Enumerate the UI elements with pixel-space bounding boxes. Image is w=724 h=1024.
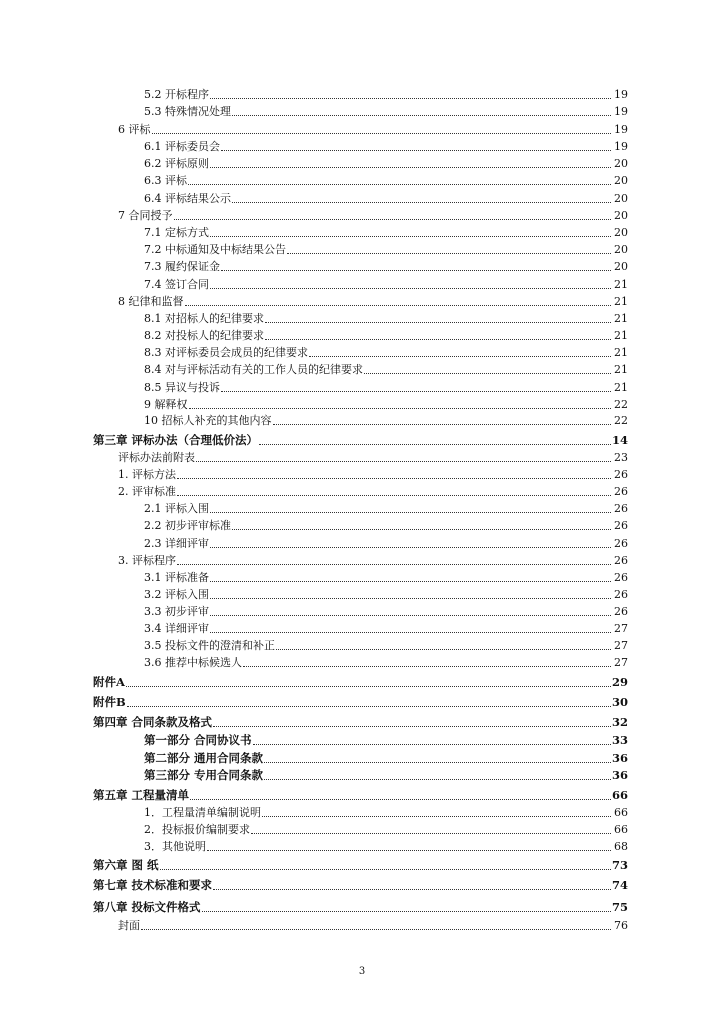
toc-entry-label: 7.1 定标方式 [144, 226, 209, 239]
toc-entry-page: 68 [614, 840, 628, 853]
toc-entry-label: 附件B [93, 695, 126, 709]
dot-leader [152, 121, 612, 134]
toc-entry[interactable] [0, 732, 724, 749]
toc-entry-page: 20 [614, 226, 628, 239]
toc-entry[interactable] [0, 379, 724, 396]
dot-leader [177, 552, 611, 565]
toc-entry[interactable] [0, 654, 724, 671]
toc-entry-label: 第一部分 合同协议书 [144, 733, 252, 747]
toc-entry[interactable] [0, 917, 724, 934]
toc-entry[interactable] [0, 899, 724, 916]
dot-leader [185, 293, 612, 306]
toc-entry[interactable] [0, 344, 724, 361]
toc-entry-label: 2．投标报价编制要求 [144, 823, 250, 836]
toc-entry-label: 第二部分 通用合同条款 [144, 751, 264, 765]
toc-entry-page: 21 [614, 381, 628, 394]
toc-entry[interactable] [0, 276, 724, 293]
toc-entry-label: 第五章 工程量清单 [93, 788, 190, 802]
toc-entry-label: 9 解释权 [144, 398, 188, 411]
toc-entry-label: 3. 评标程序 [118, 554, 176, 567]
toc-entry[interactable] [0, 396, 724, 413]
toc-entry-page: 30 [612, 695, 629, 709]
toc-entry[interactable] [0, 857, 724, 874]
dot-leader [160, 857, 611, 870]
toc-entry-label: 6.4 评标结果公示 [144, 192, 231, 205]
toc-entry-label: 8.3 对评标委员会成员的纪律要求 [144, 346, 308, 359]
toc-entry[interactable] [0, 207, 724, 224]
toc-entry-label: 第三章 评标办法（合理低价法） [93, 433, 259, 447]
toc-entry-label: 8.2 对投标人的纪律要求 [144, 329, 264, 342]
toc-entry-page: 26 [614, 468, 628, 481]
toc-entry[interactable] [0, 603, 724, 620]
toc-entry[interactable] [0, 138, 724, 155]
toc-entry-page: 22 [614, 414, 628, 427]
dot-leader [287, 241, 611, 254]
dot-leader [232, 103, 611, 116]
toc-entry[interactable] [0, 804, 724, 821]
toc-entry[interactable] [0, 877, 724, 894]
dot-leader [259, 432, 611, 445]
toc-entry-page: 19 [614, 140, 628, 153]
toc-entry-page: 74 [612, 878, 629, 892]
toc-entry-page: 20 [614, 209, 628, 222]
toc-entry-page: 21 [614, 363, 628, 376]
toc-entry-label: 8.4 对与评标活动有关的工作人员的纪律要求 [144, 363, 363, 376]
dot-leader [221, 258, 611, 271]
toc-entry-page: 20 [614, 192, 628, 205]
toc-entry-label: 2.1 评标入围 [144, 502, 209, 515]
toc-entry-label: 5.3 特殊情况处理 [144, 105, 231, 118]
toc-entry-page: 76 [614, 919, 628, 932]
dot-leader [188, 172, 611, 185]
toc-entry[interactable] [0, 361, 724, 378]
dot-leader [232, 517, 611, 530]
toc-entry[interactable] [0, 787, 724, 804]
toc-entry-label: 8.1 对招标人的纪律要求 [144, 312, 264, 325]
dot-leader [251, 821, 611, 834]
toc-entry-label: 6.2 评标原则 [144, 157, 209, 170]
toc-entry-label: 第四章 合同条款及格式 [93, 715, 213, 729]
toc-entry[interactable] [0, 172, 724, 189]
toc-entry[interactable] [0, 466, 724, 483]
toc-entry[interactable] [0, 637, 724, 654]
toc-entry-page: 20 [614, 174, 628, 187]
dot-leader [210, 535, 611, 548]
dot-leader [262, 804, 611, 817]
dot-leader [210, 620, 611, 633]
toc-entry-page: 66 [612, 788, 629, 802]
dot-leader [221, 379, 611, 392]
toc-entry[interactable] [0, 750, 724, 767]
toc-entry-page: 26 [614, 519, 628, 532]
toc-entry-page: 27 [614, 639, 628, 652]
toc-entry-label: 1. 评标方法 [118, 468, 176, 481]
toc-entry-page: 26 [614, 588, 628, 601]
toc-entry-page: 20 [614, 260, 628, 273]
toc-entry-page: 20 [614, 157, 628, 170]
dot-leader [265, 327, 611, 340]
toc-entry-page: 21 [614, 329, 628, 342]
dot-leader [210, 500, 611, 513]
toc-entry[interactable] [0, 694, 724, 711]
toc-entry-label: 3．其他说明 [144, 840, 206, 853]
dot-leader [253, 732, 611, 745]
toc-entry-label: 1．工程量清单编制说明 [144, 806, 261, 819]
toc-entry[interactable] [0, 327, 724, 344]
page-number: 3 [358, 966, 366, 977]
toc-entry-page: 26 [614, 502, 628, 515]
dot-leader [213, 877, 611, 890]
toc-entry-label: 2.3 详细评审 [144, 537, 209, 550]
toc-entry[interactable] [0, 121, 724, 138]
toc-entry-label: 第六章 图 纸 [93, 858, 159, 872]
toc-entry-label: 评标办法前附表 [118, 451, 195, 464]
toc-entry-label: 8 纪律和监督 [118, 295, 184, 308]
toc-entry[interactable] [0, 241, 724, 258]
toc-entry[interactable] [0, 500, 724, 517]
toc-entry-label: 7.3 履约保证金 [144, 260, 220, 273]
toc-entry-page: 32 [612, 715, 629, 729]
toc-entry[interactable] [0, 552, 724, 569]
toc-entry[interactable] [0, 224, 724, 241]
toc-entry-page: 26 [614, 605, 628, 618]
toc-entry[interactable] [0, 838, 724, 855]
toc-entry-page: 27 [614, 622, 628, 635]
toc-entry-label: 6.3 评标 [144, 174, 187, 187]
toc-entry[interactable] [0, 714, 724, 731]
toc-entry[interactable] [0, 432, 724, 449]
toc-entry-label: 8.5 异议与投诉 [144, 381, 220, 394]
toc-entry[interactable] [0, 821, 724, 838]
toc-entry[interactable] [0, 767, 724, 784]
dot-leader [210, 603, 611, 616]
toc-entry-label: 7.2 中标通知及中标结果公告 [144, 243, 286, 256]
dot-leader [265, 310, 611, 323]
toc-entry-page: 66 [614, 806, 628, 819]
dot-leader [276, 637, 611, 650]
toc-entry-page: 14 [612, 433, 629, 447]
toc-entry-label: 3.3 初步评审 [144, 605, 209, 618]
toc-entry[interactable] [0, 103, 724, 120]
toc-entry[interactable] [0, 620, 724, 637]
toc-entry[interactable] [0, 412, 724, 429]
dot-leader [210, 586, 611, 599]
dot-leader [202, 899, 611, 912]
toc-entry-label: 2. 评审标准 [118, 485, 176, 498]
toc-entry-label: 3.4 详细评审 [144, 622, 209, 635]
dot-leader [264, 767, 611, 780]
dot-leader [177, 466, 611, 479]
toc-entry-page: 21 [614, 312, 628, 325]
dot-leader [210, 86, 611, 99]
toc-entry-page: 33 [612, 733, 629, 747]
toc-entry-page: 22 [614, 398, 628, 411]
toc-entry-page: 19 [614, 88, 628, 101]
dot-leader [232, 190, 611, 203]
toc-entry-label: 封面 [118, 919, 140, 932]
dot-leader [221, 138, 611, 151]
dot-leader [309, 344, 611, 357]
toc-entry-page: 21 [614, 346, 628, 359]
toc-entry-label: 10 招标人补充的其他内容 [144, 414, 272, 427]
toc-entry[interactable] [0, 293, 724, 310]
toc-entry-label: 第七章 技术标准和要求 [93, 878, 213, 892]
dot-leader [364, 361, 611, 374]
toc-entry[interactable] [0, 155, 724, 172]
toc-entry[interactable] [0, 517, 724, 534]
toc-entry-page: 26 [614, 554, 628, 567]
toc-entry-label: 7 合同授予 [118, 209, 173, 222]
toc-entry[interactable] [0, 569, 724, 586]
toc-entry-label: 第八章 投标文件格式 [93, 900, 201, 914]
toc-entry[interactable] [0, 483, 724, 500]
toc-entry[interactable] [0, 258, 724, 275]
dot-leader [213, 714, 611, 727]
dot-leader [126, 674, 611, 687]
toc-entry-page: 26 [614, 485, 628, 498]
dot-leader [207, 838, 611, 851]
toc-entry[interactable] [0, 310, 724, 327]
dot-leader [127, 694, 611, 707]
toc-entry[interactable] [0, 586, 724, 603]
dot-leader [210, 224, 611, 237]
toc-entry-label: 3.2 评标入围 [144, 588, 209, 601]
toc-entry-page: 19 [614, 123, 628, 136]
dot-leader [243, 654, 611, 667]
toc-entry-page: 36 [612, 768, 629, 782]
dot-leader [190, 787, 611, 800]
toc-entry-page: 26 [614, 537, 628, 550]
toc-entry-page: 29 [612, 675, 629, 689]
toc-entry[interactable] [0, 535, 724, 552]
toc-entry-page: 20 [614, 243, 628, 256]
toc-entry-page: 19 [614, 105, 628, 118]
toc-entry-page: 23 [614, 451, 628, 464]
toc-entry[interactable] [0, 190, 724, 207]
dot-leader [210, 155, 611, 168]
toc-entry-label: 6 评标 [118, 123, 151, 136]
toc-entry-page: 36 [612, 751, 629, 765]
toc-entry[interactable] [0, 86, 724, 103]
dot-leader [174, 207, 612, 220]
dot-leader [189, 396, 612, 409]
toc-entry-label: 3.6 推荐中标候选人 [144, 656, 242, 669]
toc-entry-page: 75 [612, 900, 629, 914]
toc-entry[interactable] [0, 449, 724, 466]
toc-entry-label: 2.2 初步评审标准 [144, 519, 231, 532]
toc-entry-page: 66 [614, 823, 628, 836]
dot-leader [210, 569, 611, 582]
toc-entry-page: 26 [614, 571, 628, 584]
toc-entry-label: 3.1 评标准备 [144, 571, 209, 584]
dot-leader [210, 276, 611, 289]
toc-entry-label: 第三部分 专用合同条款 [144, 768, 264, 782]
toc-entry-page: 73 [612, 858, 629, 872]
dot-leader [196, 449, 611, 462]
toc-entry-label: 7.4 签订合同 [144, 278, 209, 291]
dot-leader [177, 483, 611, 496]
toc-entry-page: 21 [614, 278, 628, 291]
dot-leader [273, 412, 612, 425]
toc-entry-label: 3.5 投标文件的澄清和补正 [144, 639, 275, 652]
toc-entry[interactable] [0, 674, 724, 691]
toc-entry-label: 6.1 评标委员会 [144, 140, 220, 153]
toc-entry-page: 21 [614, 295, 628, 308]
toc-entry-label: 附件A [93, 675, 125, 689]
dot-leader [141, 917, 611, 930]
dot-leader [264, 750, 611, 763]
toc-entry-label: 5.2 开标程序 [144, 88, 209, 101]
toc-entry-page: 27 [614, 656, 628, 669]
